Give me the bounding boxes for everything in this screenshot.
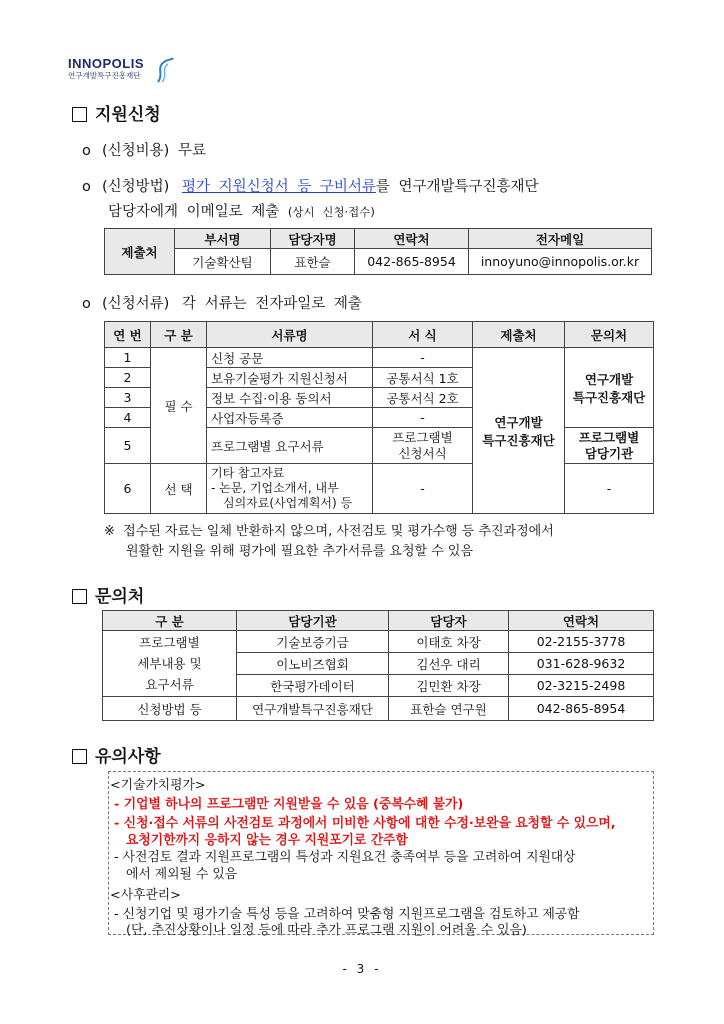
notes-rule-2b: 요청기한까지 응하지 않는 경우 지원포기로 간주함 xyxy=(126,833,408,848)
innopolis-logo xyxy=(68,56,178,86)
checkbox-square-icon xyxy=(72,749,87,764)
notes-rule-4b: (단, 추진상황이나 일정 등에 따라 추가 프로그램 지원이 어려울 수 있음) xyxy=(126,923,527,938)
checkbox-square-icon xyxy=(72,589,87,604)
notes-rule-4a: - 신청기업 및 평가기술 특성 등을 고려하여 맞춤형 지원프로그램을 검토하고 제공함 xyxy=(114,907,580,922)
submission-table: 제출처 부서명 담당자명 연락처 전자메일 기술확산팀 표한슬 042-865-8954 innoyuno@innopolis.or.kr xyxy=(104,228,652,275)
table-row: 이노비즈협회 김선우 대리 031-628-9632 xyxy=(103,653,654,675)
email-cell: innoyuno@innopolis.or.kr xyxy=(469,249,652,275)
table-row: 한국평가데이터 김민환 차장 02-3215-2498 xyxy=(103,675,654,697)
table-row: 5 프로그램별 요구서류 프로그램별 신청서식 프로그램별 담당기관 xyxy=(105,428,654,464)
table-row: 신청방법 등 연구개발특구진흥재단 표한슬 연구원 042-865-8954 xyxy=(103,697,654,721)
notes-heading-aftercare: <사후관리> xyxy=(110,888,181,903)
contact-table: 구 분 담당기관 담당자 연락처 프로그램별 세부내용 및 요구서류 기술보증기금 이태호 차장 02-2155-3778 이노비즈협회 김선우 대리 031-628-9632 한국평가데이터 김민환 차장 02-3215-2498 신청방법 등 연구개발특구진흥재단 표한슬 연구원 042-865-8954 xyxy=(102,610,654,721)
logo-swirl-icon xyxy=(154,56,176,84)
documents-table: 연 번 구 분 서류명 서 식 제출처 문의처 1 필 수 신청 공문 - 연구개발 특구진흥재단 연구개발 특구진흥재단 2 보유기술평가 지원신청서 공통서식 1호 3 정보 수집·이용 동의서 공통서식 2호 4 사업자등록증 - 5 프로그램별 요구서류 프로그램별 신청서식 프로그램별 담당기관 6 선 택 기타 참고자료 - 논문, 기업소개서, 내부 심의자료(사업계획서) 등 - - xyxy=(104,321,654,514)
bullet-docs: o (신청서류) 각 서류는 전자파일로 제출 xyxy=(82,296,362,312)
required-docs-link: 평가 지원신청서 등 구비서류 xyxy=(181,179,376,195)
notice-text: ※ 접수된 자료는 일체 반환하지 않으며, 사전검토 및 평가수행 등 추진과정에서 원활한 지원을 위해 평가에 필요한 추가서류를 요청할 수 있음 xyxy=(104,524,554,559)
table-row: 프로그램별 세부내용 및 요구서류 기술보증기금 이태호 차장 02-2155-3778 xyxy=(103,631,654,653)
checkbox-square-icon xyxy=(72,107,87,122)
table-row: 2 보유기술평가 지원신청서 공통서식 1호 xyxy=(105,368,654,388)
bullet-method-line2: 담당자에게 이메일로 제출 (상시 신청·접수) xyxy=(108,204,375,220)
notes-heading-valuation: <기술가치평가> xyxy=(110,778,206,793)
notes-rule-3a: - 사전검토 결과 지원프로그램의 특성과 지원요건 충족여부 등을 고려하여 지원대상 xyxy=(114,850,576,865)
manager-cell: 표한슬 xyxy=(271,249,355,275)
section-title-notes: 유의사항 xyxy=(72,742,161,767)
table-row: 1 필 수 신청 공문 - 연구개발 특구진흥재단 연구개발 특구진흥재단 xyxy=(105,348,654,368)
bullet-cost: o (신청비용) 무료 xyxy=(82,143,206,159)
bullet-method: o (신청방법) 평가 지원신청서 등 구비서류를 연구개발특구진흥재단 xyxy=(82,179,539,195)
notes-rule-1: - 기업별 하나의 프로그램만 지원받을 수 있음 (중복수혜 불가) xyxy=(114,797,464,812)
table-row: 3 정보 수집·이용 동의서 공통서식 2호 xyxy=(105,388,654,408)
page-number: - 3 - xyxy=(342,962,382,976)
dept-cell: 기술확산팀 xyxy=(175,249,271,275)
notes-rule-3b: 에서 제외될 수 있음 xyxy=(126,867,238,882)
table-row: 4 사업자등록증 - xyxy=(105,408,654,428)
section-title-contact: 문의처 xyxy=(72,582,144,607)
section-title-apply: 지원신청 xyxy=(72,100,161,125)
submit-row-label: 제출처 xyxy=(105,229,175,275)
notes-rule-2a: - 신청·접수 서류의 사전검토 과정에서 미비한 사항에 대한 수정·보완을 요청할 수 있으며, xyxy=(114,816,616,831)
logo-wordmark: INNOPOLIS xyxy=(68,56,145,71)
phone-cell: 042-865-8954 xyxy=(355,249,469,275)
table-row: 6 선 택 기타 참고자료 - 논문, 기업소개서, 내부 심의자료(사업계획서) 등 - - xyxy=(105,464,654,514)
logo-subtitle: 연구개발특구진흥재단 xyxy=(68,71,141,80)
